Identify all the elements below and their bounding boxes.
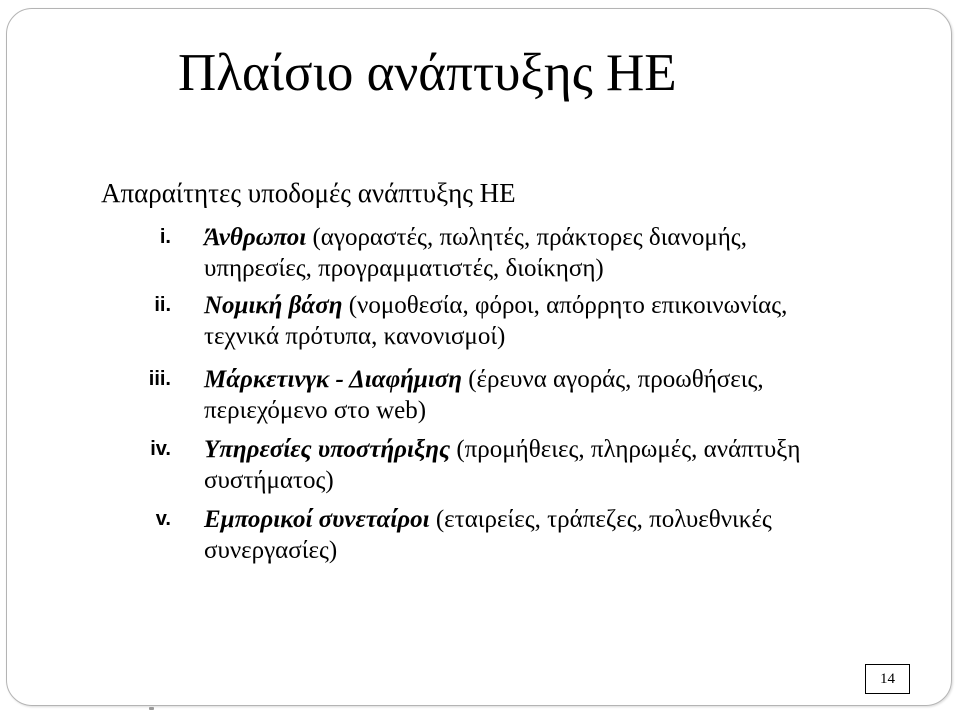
item-text bbox=[204, 434, 854, 496]
item-key: Μάρκετινγκ - Διαφήμιση bbox=[204, 366, 462, 393]
item-number: iv. bbox=[150, 438, 171, 460]
slide-title: Πλαίσιο ανάπτυξης ΗΕ bbox=[178, 44, 677, 102]
decorative-mark bbox=[149, 707, 154, 710]
item-description: (εταιρείες, τράπεζες, πολυεθνικές συνεργασίες) bbox=[204, 506, 772, 564]
item-number: iii. bbox=[148, 368, 171, 390]
item-text bbox=[204, 504, 854, 566]
item-description: (προμήθειες, πληρωμές, ανάπτυξη συστήματος) bbox=[204, 436, 801, 494]
item-key: Υπηρεσίες υποστήριξης bbox=[204, 436, 451, 463]
item-description: (αγοραστές, πωλητές, πράκτορες διανομής, υπηρεσίες, προγραμματιστές, διοίκηση) bbox=[204, 224, 747, 282]
item-description: (νομοθεσία, φόροι, απόρρητο επικοινωνίας, τεχνικά πρότυπα, κανονισμοί) bbox=[204, 292, 788, 350]
page-number: 14 bbox=[865, 664, 910, 694]
item-text bbox=[204, 222, 854, 284]
slide-frame bbox=[6, 8, 952, 706]
slide-subtitle: Απαραίτητες υποδομές ανάπτυξης ΗΕ bbox=[101, 178, 516, 208]
item-number: ii. bbox=[154, 294, 171, 316]
item-text bbox=[204, 290, 854, 352]
item-key: Νομική βάση bbox=[204, 292, 343, 319]
item-description: (έρευνα αγοράς, προωθήσεις, περιεχόμενο στο web) bbox=[204, 366, 764, 424]
item-number: i. bbox=[159, 226, 171, 248]
item-number: v. bbox=[155, 508, 171, 530]
item-key: Άνθρωποι bbox=[204, 224, 307, 251]
item-key: Εμπορικοί συνεταίροι bbox=[204, 506, 430, 533]
item-text bbox=[204, 364, 854, 426]
